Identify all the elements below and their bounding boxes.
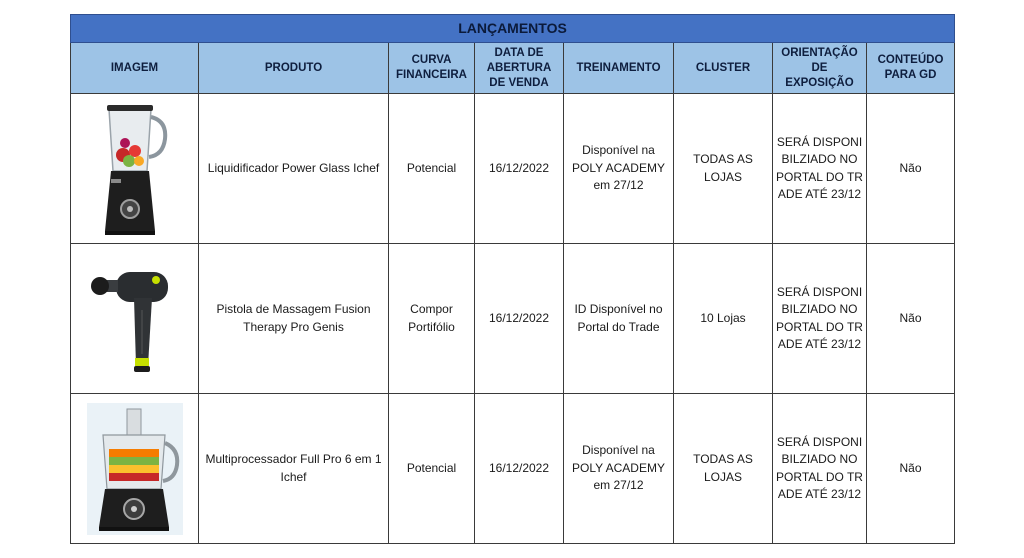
orientation-cell: SERÁ DISPONIBILZIADO NO PORTAL DO TRADE ATÉ 23/12 [773, 394, 867, 544]
image-cell [71, 244, 199, 394]
training-cell: Disponível na POLY ACADEMY em 27/12 [564, 94, 674, 244]
training-cell: ID Disponível no Portal do Trade [564, 244, 674, 394]
header-cluster: CLUSTER [674, 43, 773, 94]
image-cell [71, 94, 199, 244]
sale-date-cell: 16/12/2022 [475, 244, 564, 394]
header-product: PRODUTO [199, 43, 389, 94]
header-image: IMAGEM [71, 43, 199, 94]
table-row [71, 244, 955, 394]
table-row [71, 394, 955, 544]
sale-date-cell: 16/12/2022 [475, 94, 564, 244]
gd-cell: Não [867, 244, 955, 394]
curve-cell: Compor Portifólio [389, 244, 475, 394]
header-gd: CONTEÚDO PARA GD [867, 43, 955, 94]
cluster-cell: 10 Lojas [674, 244, 773, 394]
gd-cell: Não [867, 94, 955, 244]
launches-sheet [70, 14, 954, 544]
product-cell: Pistola de Massagem Fusion Therapy Pro Genis [199, 244, 389, 394]
launches-table [70, 14, 955, 544]
orientation-cell: SERÁ DISPONIBILZIADO NO PORTAL DO TRADE ATÉ 23/12 [773, 244, 867, 394]
sheet-title: LANÇAMENTOS [71, 15, 955, 43]
header-curve: CURVA FINANCEIRA [389, 43, 475, 94]
orientation-cell: SERÁ DISPONIBILZIADO NO PORTAL DO TRADE ATÉ 23/12 [773, 94, 867, 244]
header-training: TREINAMENTO [564, 43, 674, 94]
sale-date-cell: 16/12/2022 [475, 394, 564, 544]
food-processor-image [87, 403, 183, 535]
cluster-cell: TODAS AS LOJAS [674, 94, 773, 244]
table-row [71, 94, 955, 244]
header-sale-date: DATA DE ABERTURA DE VENDA [475, 43, 564, 94]
training-cell: Disponível na POLY ACADEMY em 27/12 [564, 394, 674, 544]
curve-cell: Potencial [389, 394, 475, 544]
product-cell: Liquidificador Power Glass Ichef [199, 94, 389, 244]
gd-cell: Não [867, 394, 955, 544]
image-cell [71, 394, 199, 544]
blender-image [95, 99, 175, 239]
curve-cell: Potencial [389, 94, 475, 244]
product-cell: Multiprocessador Full Pro 6 em 1 Ichef [199, 394, 389, 544]
massage-gun-image [90, 254, 180, 384]
header-orientation: ORIENTAÇÃO DE EXPOSIÇÃO [773, 43, 867, 94]
cluster-cell: TODAS AS LOJAS [674, 394, 773, 544]
